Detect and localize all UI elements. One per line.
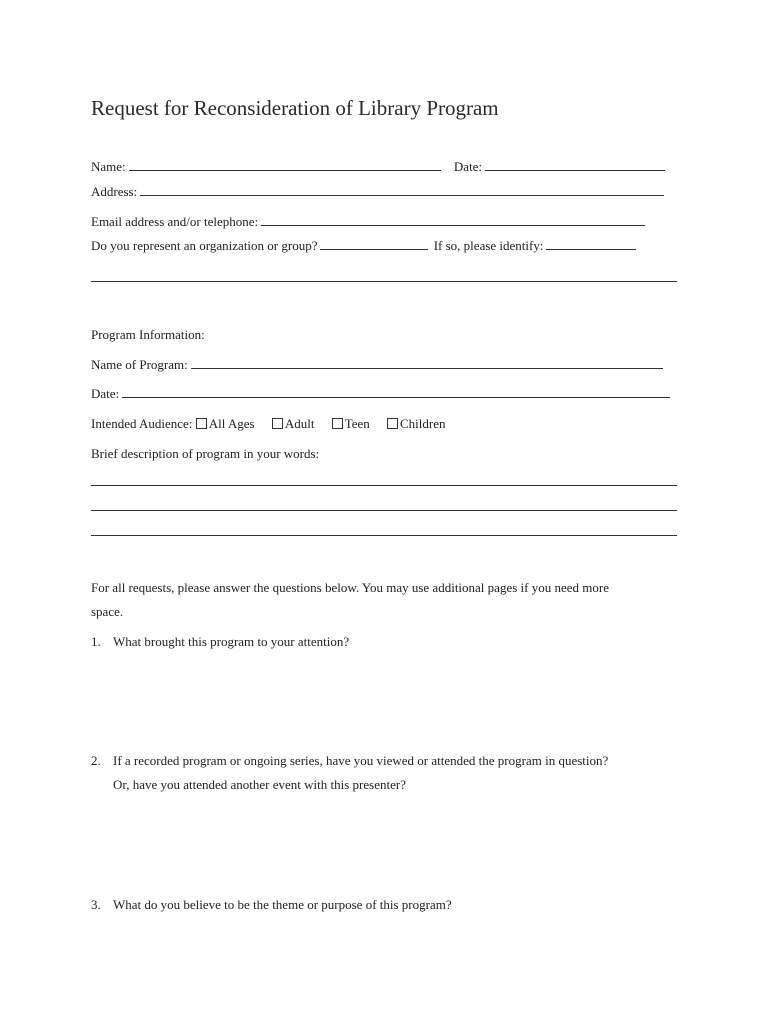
question-3-text: What do you believe to be the theme or purpose of this program? xyxy=(113,897,452,912)
program-date-label: Date: xyxy=(91,386,120,401)
audience-option-children[interactable]: Children xyxy=(387,416,446,431)
description-line-2[interactable] xyxy=(91,510,677,511)
checkbox-icon[interactable] xyxy=(196,418,207,429)
instructions-line-1: For all requests, please answer the questions below. You may use additional pages if you need more xyxy=(91,580,609,595)
description-line-3[interactable] xyxy=(91,535,677,536)
audience-option-teen[interactable]: Teen xyxy=(332,416,370,431)
org-identify-field[interactable] xyxy=(546,239,636,250)
org-row xyxy=(91,238,636,254)
address-row xyxy=(91,184,664,200)
address-field[interactable] xyxy=(140,185,664,196)
date-label: Date: xyxy=(453,159,483,174)
program-name-row xyxy=(91,357,663,373)
date-field[interactable] xyxy=(485,160,665,171)
audience-label: Intended Audience: xyxy=(91,416,193,431)
checkbox-icon[interactable] xyxy=(387,418,398,429)
audience-row xyxy=(91,416,446,432)
name-label: Name: xyxy=(91,159,126,174)
org-identify-label: If so, please identify: xyxy=(433,238,544,253)
email-row xyxy=(91,214,645,230)
program-name-label: Name of Program: xyxy=(91,357,188,372)
checkbox-icon[interactable] xyxy=(332,418,343,429)
name-row xyxy=(91,159,665,175)
description-label: Brief description of program in your words: xyxy=(91,446,320,461)
program-date-field[interactable] xyxy=(122,387,670,398)
program-date-row xyxy=(91,386,670,402)
question-1-number: 1. xyxy=(91,634,101,649)
email-field[interactable] xyxy=(261,215,645,226)
org-field[interactable] xyxy=(320,239,428,250)
checkbox-icon[interactable] xyxy=(272,418,283,429)
page-title: Request for Reconsideration of Library Program xyxy=(91,96,499,120)
name-field[interactable] xyxy=(129,160,441,171)
instructions-line-2: space. xyxy=(91,604,124,619)
question-3-number: 3. xyxy=(91,897,101,912)
audience-option-all-ages[interactable]: All Ages xyxy=(196,416,255,431)
question-1-text: What brought this program to your attention? xyxy=(113,634,350,649)
question-2-text: If a recorded program or ongoing series, have you viewed or attended the program in question? xyxy=(113,753,609,768)
org-identify-continuation-line[interactable] xyxy=(91,281,677,282)
address-label: Address: xyxy=(91,184,138,199)
org-label: Do you represent an organization or group? xyxy=(91,238,318,253)
description-line-1[interactable] xyxy=(91,485,677,486)
program-heading: Program Information: xyxy=(91,327,205,342)
question-2-text-continued: Or, have you attended another event with this presenter? xyxy=(113,777,406,792)
program-name-field[interactable] xyxy=(191,358,663,369)
question-2-number: 2. xyxy=(91,753,101,768)
email-label: Email address and/or telephone: xyxy=(91,214,259,229)
audience-option-adult[interactable]: Adult xyxy=(272,416,315,431)
